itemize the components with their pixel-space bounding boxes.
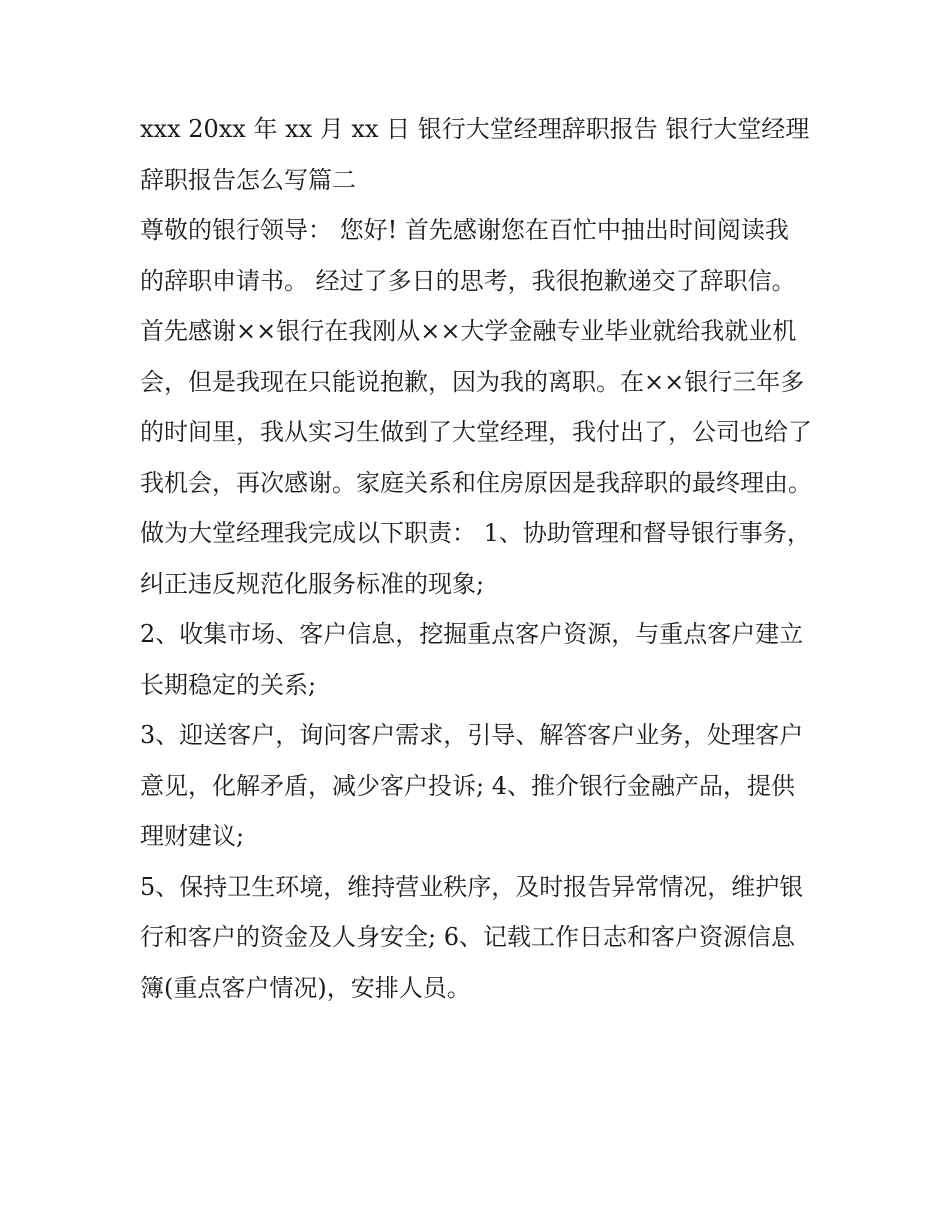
thanks-paragraph: 首先感谢××银行在我刚从××大学金融专业毕业就给我就业机会，但是我现在只能说抱歉，因为我的离职。在××银行三年多的时间里，我从实习生做到了大堂经理，我付出了，公司也给了我机会，再次感谢。家庭关系和住房原因是我辞职的最终理由。 <box>140 317 812 497</box>
duty-3-4-paragraph: 3、迎送客户，询问客户需求，引导、解答客户业务，处理客户意见，化解矛盾，减少客户投诉; 4、推介银行金融产品，提供理财建议; <box>140 721 804 850</box>
duty-2-paragraph: 2、收集市场、客户信息，挖掘重点客户资源，与重点客户建立长期稳定的关系; <box>140 620 804 699</box>
document-body <box>140 104 812 1013</box>
greeting-paragraph: 尊敬的银行领导： 您好! 首先感谢您在百忙中抽出时间阅读我的辞职申请书。 经过了多日的思考，我很抱歉递交了辞职信。 <box>140 216 796 295</box>
title-paragraph: xxx 20xx 年 xx 月 xx 日 银行大堂经理辞职报告 银行大堂经理辞职报告怎么写篇二 <box>140 115 810 194</box>
duty-5-6-paragraph: 5、保持卫生环境，维持营业秩序，及时报告异常情况，维护银行和客户的资金及人身安全; 6、记载工作日志和客户资源信息簿(重点客户情况)，安排人员。 <box>140 872 804 1002</box>
duties-intro-paragraph: 做为大堂经理我完成以下职责： 1、协助管理和督导银行事务，纠正违反规范化服务标准的现象; <box>140 519 811 598</box>
